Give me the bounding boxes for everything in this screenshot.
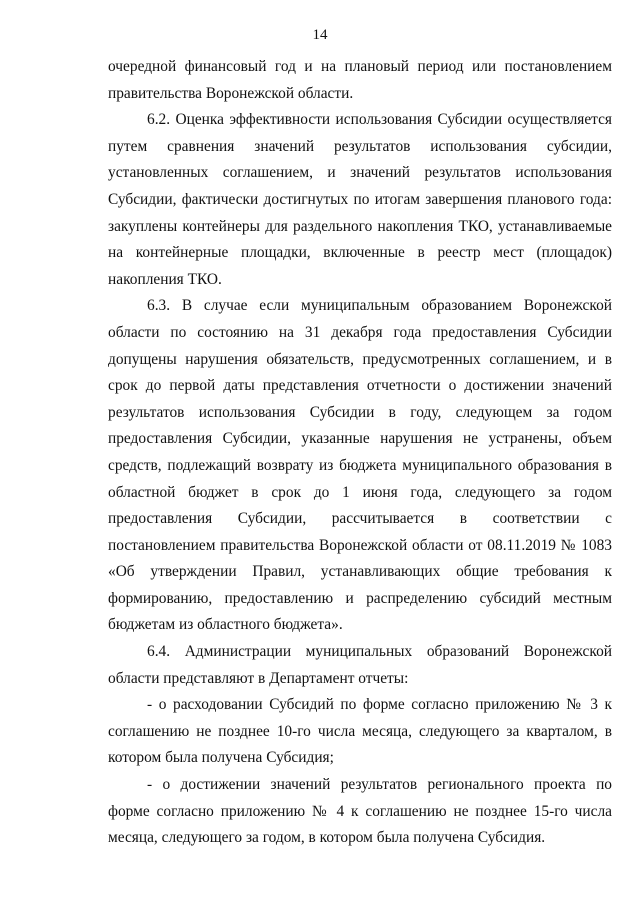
paragraph-6-4: 6.4. Администрации муниципальных образований Воронежской области представляют в Департамент отчеты: (108, 643, 612, 687)
page-number: 14 (312, 27, 328, 43)
document-body (108, 54, 612, 852)
paragraph-continuation: очередной финансовый год и на плановый период или постановлением правительства Воронежской области. (108, 58, 612, 102)
paragraph-6-2: 6.2. Оценка эффективности использования Субсидии осуществляется путем сравнения значений результатов использования субсидии, установленных соглашением, и значений результатов использования Субсидии, фактически достигнутых по итогам завершения планового года: закуплены контейнеры для раздельного накопления ТКО, устанавливаемые на контейнерные площадки, включенные в реестр мест (площадок) накопления ТКО. (108, 111, 612, 288)
list-item-expenditure-report: - о расходовании Субсидий по форме согласно приложению № 3 к соглашению не позднее 10-го числа месяца, следующего за кварталом, в котором была получена Субсидия; (108, 696, 612, 767)
list-item-results-report: - о достижении значений результатов регионального проекта по форме согласно приложению № 4 к соглашению не позднее 15-го числа месяца, следующего за годом, в котором была получена Субсидия. (108, 776, 612, 847)
paragraph-6-3: 6.3. В случае если муниципальным образованием Воронежской области по состоянию на 31 декабря года предоставления Субсидии допущены нарушения обязательств, предусмотренных соглашением, и в срок до первой даты представления отчетности о достижении значений результатов использования Субсидии в году, следующем за годом предоставления Субсидии, указанные нарушения не устранены, объем средств, подлежащий возврату из бюджета муниципального образования в областной бюджет в срок до 1 июня года, следующего за годом предоставления Субсидии, рассчитывается в соответствии с постановлением правительства Воронежской области от 08.11.2019 № 1083 «Об утверждении Правил, устанавливающих общие требования к формированию, предоставлению и распределению субсидий местным бюджетам из областного бюджета». (108, 297, 612, 634)
